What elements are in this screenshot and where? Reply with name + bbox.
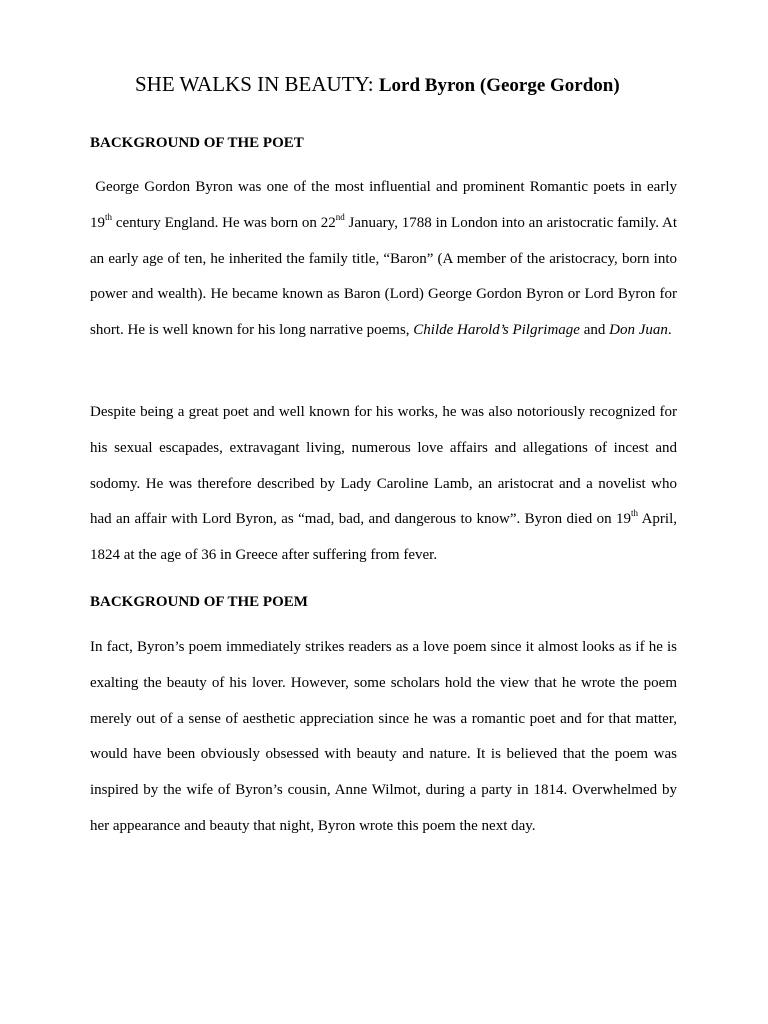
paragraph-poet-biography (90, 170, 677, 349)
title-subtitle: Lord Byron (George Gordon) (378, 75, 620, 96)
text-run: century England. He was born on 22 (112, 214, 336, 231)
italic-title-childe-harold: Childe Harold’s Pilgrimage (413, 322, 580, 339)
text-run: and (579, 322, 610, 339)
superscript: th (631, 508, 639, 519)
text-run: . (667, 322, 672, 339)
text-run: April, 1824 at the age of 36 in Greece after suffering from fever. (90, 511, 677, 564)
paragraph-poem-background: In fact, Byron’s poem immediately strikes readers as a love poem since it almost looks as if he is exalting the beauty of his lover. However, some scholars hold the view that he wrote the poem merely out of a sense of aesthetic appreciation since he was a romantic poet and for that matter, would have been obviously obsessed with beauty and nature. It is believed that the poem was inspired by the wife of Byron’s cousin, Anne Wilmot, during a party in 1814. Overwhelmed by her appearance and beauty that night, Byron wrote this poem the next day. (90, 639, 677, 834)
title-main: SHE WALKS IN BEAUTY (135, 72, 368, 96)
document-title (135, 70, 695, 100)
paragraph-poet-reputation (90, 395, 677, 574)
superscript: th (105, 211, 113, 222)
text-run: Despite being a great poet and well known for his works, he was also notoriously recognized for his sexual escapades, extravagant living, numerous love affairs and allegations of incest and sodomy. He was therefore described by Lady Caroline Lamb, an aristocrat and a novelist who had an affair with Lord Byron, as “mad, bad, and dangerous to know”. Byron died on 19 (90, 404, 677, 528)
superscript: nd (335, 211, 345, 222)
title-colon: : (367, 72, 379, 96)
heading-background-of-poem: BACKGROUND OF THE POEM (90, 594, 308, 610)
italic-title-don-juan: Don Juan (609, 322, 668, 339)
text-run: George Gordon Byron was one of the most influential and prominent Romantic poets in early 19 (90, 179, 677, 231)
heading-background-of-poet: BACKGROUND OF THE POET (90, 135, 304, 151)
text-run: January, 1788 in London into an aristocratic family. At an early age of ten, he inherited the family title, “Baron” (A member of the aristocracy, born into power and wealth). He became known as Baron (Lord) George Gordon Byron or Lord Byron for short. He is well known for his long narrative poems, (90, 214, 677, 339)
